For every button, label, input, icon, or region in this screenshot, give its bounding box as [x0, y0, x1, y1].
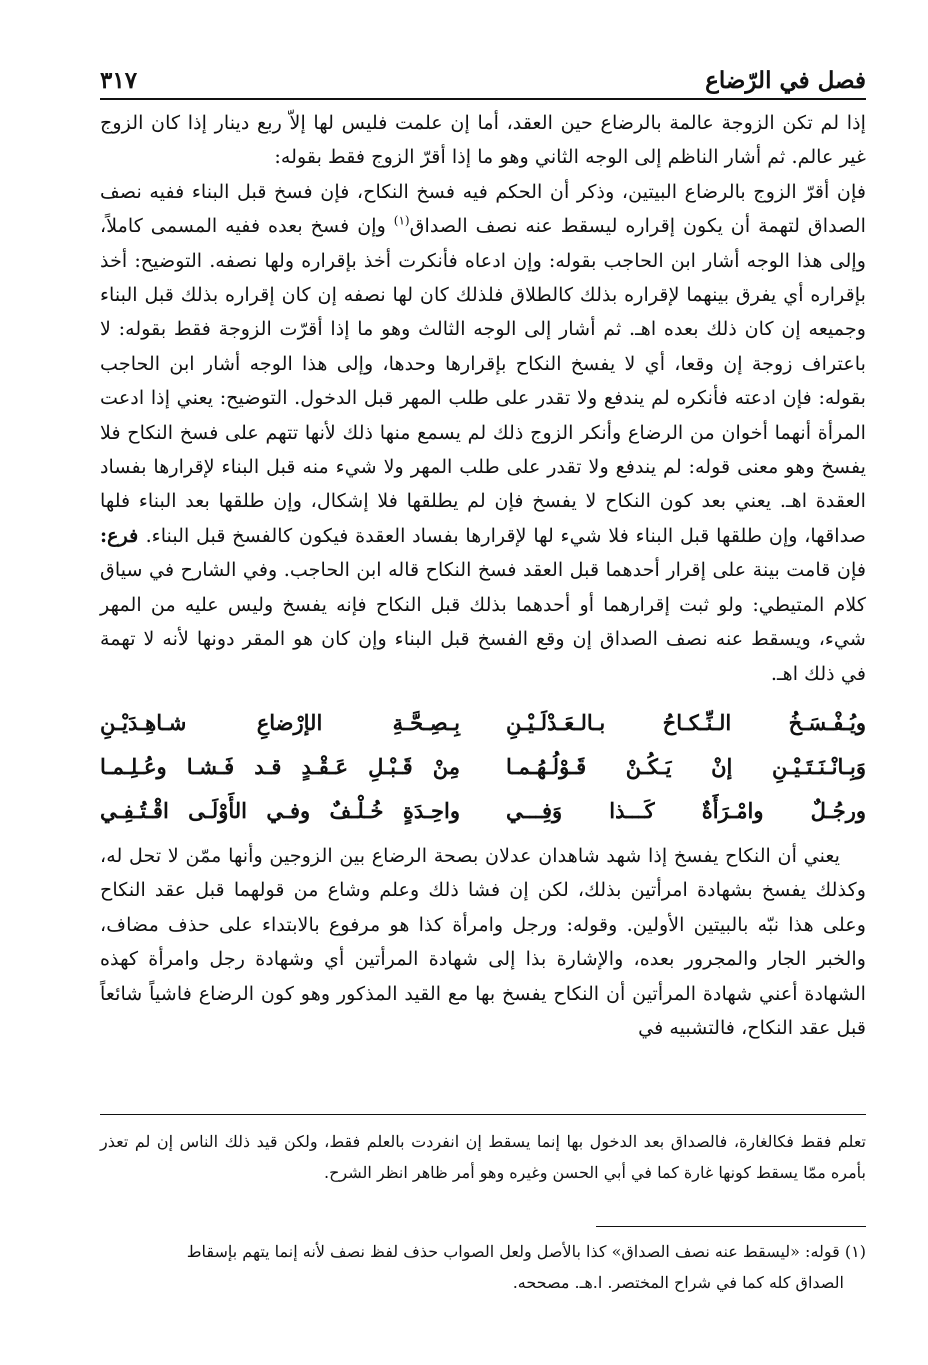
footnote-divider: [100, 1114, 866, 1115]
far-label: فرع:: [100, 523, 146, 547]
footnote-1: [100, 1236, 866, 1298]
verse-1-right: ويُـفْـسَـخُ الـنِّـكـاحُ بـالـعَـدْلَـيْـنِ: [506, 710, 866, 736]
paragraph-2-part-c: فإن قامت بينة على إقرار أحدهما قبل العقد فسخ النكاح قاله ابن الحاجب. وفي الشارح في سياق كلام المتيطي: ولو ثبت إقرارهما أو أحدهما بذلك قبل النكاح فإنه يفسخ وليس عليه من المهر شيء، ويسقط عنه نصف الصداق إن وقع الفسخ قبل البناء وإن كان هو المقر دونها لأنه لا تهمة في ذلك اهـ.: [100, 558, 866, 685]
paragraph-2-part-a: فإن أقرّ الزوج بالرضاع البيتين، وذكر أن الحكم فيه فسخ النكاح، فإن فسخ قبل البناء ففيه نصف الصداق لتهمة أن يكون إقراره ليسقط عنه نصف الصداق: [100, 179, 866, 238]
verse-row-1: [100, 701, 866, 745]
chapter-title: فصل في الرّضاع: [705, 67, 866, 94]
verse-3-left: واحِـدَةٍ خُـلْـفٌ وفـي الأَوْلَـى اقْـتُـفِـي: [100, 798, 460, 824]
verse-1-left: بِـصِـحَّـةِ الإرْضاعِ شـاهِـدَيْـنِ: [100, 710, 460, 736]
verse-2-right: وَبِـانْـنَـتَـيْـنِ إنْ يَـكُـنْ قَـوْلُـهُـمـا: [506, 754, 866, 780]
paragraph-2: [100, 175, 866, 691]
footnote-continuation: [100, 1126, 866, 1188]
footnote-1-line: [100, 1236, 866, 1267]
commentary-text: [100, 839, 866, 1045]
main-text: [100, 106, 866, 691]
footnote-continuation-text: تعلم فقط فكالغارة، فالصداق بعد الدخول بها إنما يسقط إن انفردت بالعلم فقط، ولكن قيد ذلك الناس إن لم تعذر بأمره ممّا يسقط كونها غارة كما في أبي الحسن وغيره وهو أمر ظاهر انظر الشرح.: [100, 1132, 866, 1182]
paragraph-1-text: إذا لم تكن الزوجة عالمة بالرضاع حين العقد، أما إن علمت فليس لها إلاّ ربع دينار إذا كان الزوج غير عالم. ثم أشار الناظم إلى الوجه الثاني وهو ما إذا أقرّ الزوج فقط بقوله:: [100, 111, 866, 169]
paragraph-1: [100, 106, 866, 175]
paragraph-2-part-b: وإن فسخ بعده ففيه المسمى كاملاً، وإلى هذا الوجه أشار ابن الحاجب بقوله: وإن ادعاه فأنكرت أخذ بإقراره ولها نصفه. التوضيح: أخذ بإقراره أي يفرق بينهما لإقراره بذلك كالطلاق فلذلك كان لها نصفه إن كان إقراره بذلك قبل البناء وجميعه إن كان ذلك بعده اهـ. ثم أشار إلى الوجه الثالث وهو ما إذا أقرّت الزوجة فقط بقوله: لا باعتراف زوجة إن وقعا، أي لا يفسخ النكاح بإقرارها وحدها، وإلى هذا الوجه أشار ابن الحاجب بقوله: فإن ادعته فأنكره لم يندفع ولا تقدر على طلب المهر قبل الدخول. التوضيح: يعني إذا ادعت المرأة أنهما أخوان من الرضاع وأنكر الزوج ذلك لم يسمع منها ذلك لأنها تتهم على فسخ النكاح فلا يفسخ وهو معنى قوله: لم يندفع ولا تقدر على طلب المهر ولا شيء منه قبل البناء لإقرارها بفساد العقدة اهـ. يعني بعد كون النكاح لا يفسخ فإن لم يطلقها فلا إشكال، وإن طلقها بعد البناء فلها صداقها، وإن طلقها قبل البناء فلا شيء لها لإقرارها بفساد العقدة فيكون كالفسخ قبل البناء.: [100, 214, 867, 547]
verse-3-right: ورجُـلٌ وامْـرَأَةٌ كَـــذا وَفِـــي: [506, 798, 866, 824]
commentary-paragraph: يعني أن النكاح يفسخ إذا شهد شاهدان عدلان بصحة الرضاع بين الزوجين وأنها ممّن لا تحل له، وكذلك يفسخ بشهادة امرأتين بذلك، لكن إن فشا ذلك وعلم وشاع من قولهما قبل عقد النكاح وعلى هذا نبّه بالبيتين الأولين. وقوله: ورجل وامرأة كذا هو مرفوع بالابتداء على حذف مضاف، والخبر الجار والمجرور بعده، والإشارة بذا إلى شهادة المرأتين أي وشهادة رجل وامرأة كهذه الشهادة أعني شهادة المرأتين أن النكاح يفسخ بها مع القيد المذكور وهو كون الرضاع فاشياً شائعاً قبل عقد النكاح، فالتشبيه في: [100, 843, 866, 1039]
footnote-1-text: قوله: «ليسقط عنه نصف الصداق» كذا بالأصل ولعل الصواب حذف لفظ نصف لأنه إنما يتهم بإسقاط: [186, 1242, 845, 1261]
footnote-divider-short: [596, 1226, 866, 1227]
verse-2-left: مِنْ قَـبْـلِ عَـقْـدٍ قـد فَـشـا وعُـلِـمـا: [100, 754, 460, 780]
verse-row-2: [100, 745, 866, 789]
footnote-ref-1[interactable]: (١): [393, 213, 410, 228]
verse-block: [100, 701, 866, 833]
footnote-1-continuation: الصداق كله كما في شراح المختصر. ا.هـ. مصححه.: [512, 1273, 844, 1292]
verse-row-3: [100, 789, 866, 833]
page: [100, 56, 866, 1045]
page-number: ٣١٧: [100, 67, 138, 94]
page-header: [100, 56, 866, 100]
footnote-1-marker: (١): [844, 1242, 866, 1261]
